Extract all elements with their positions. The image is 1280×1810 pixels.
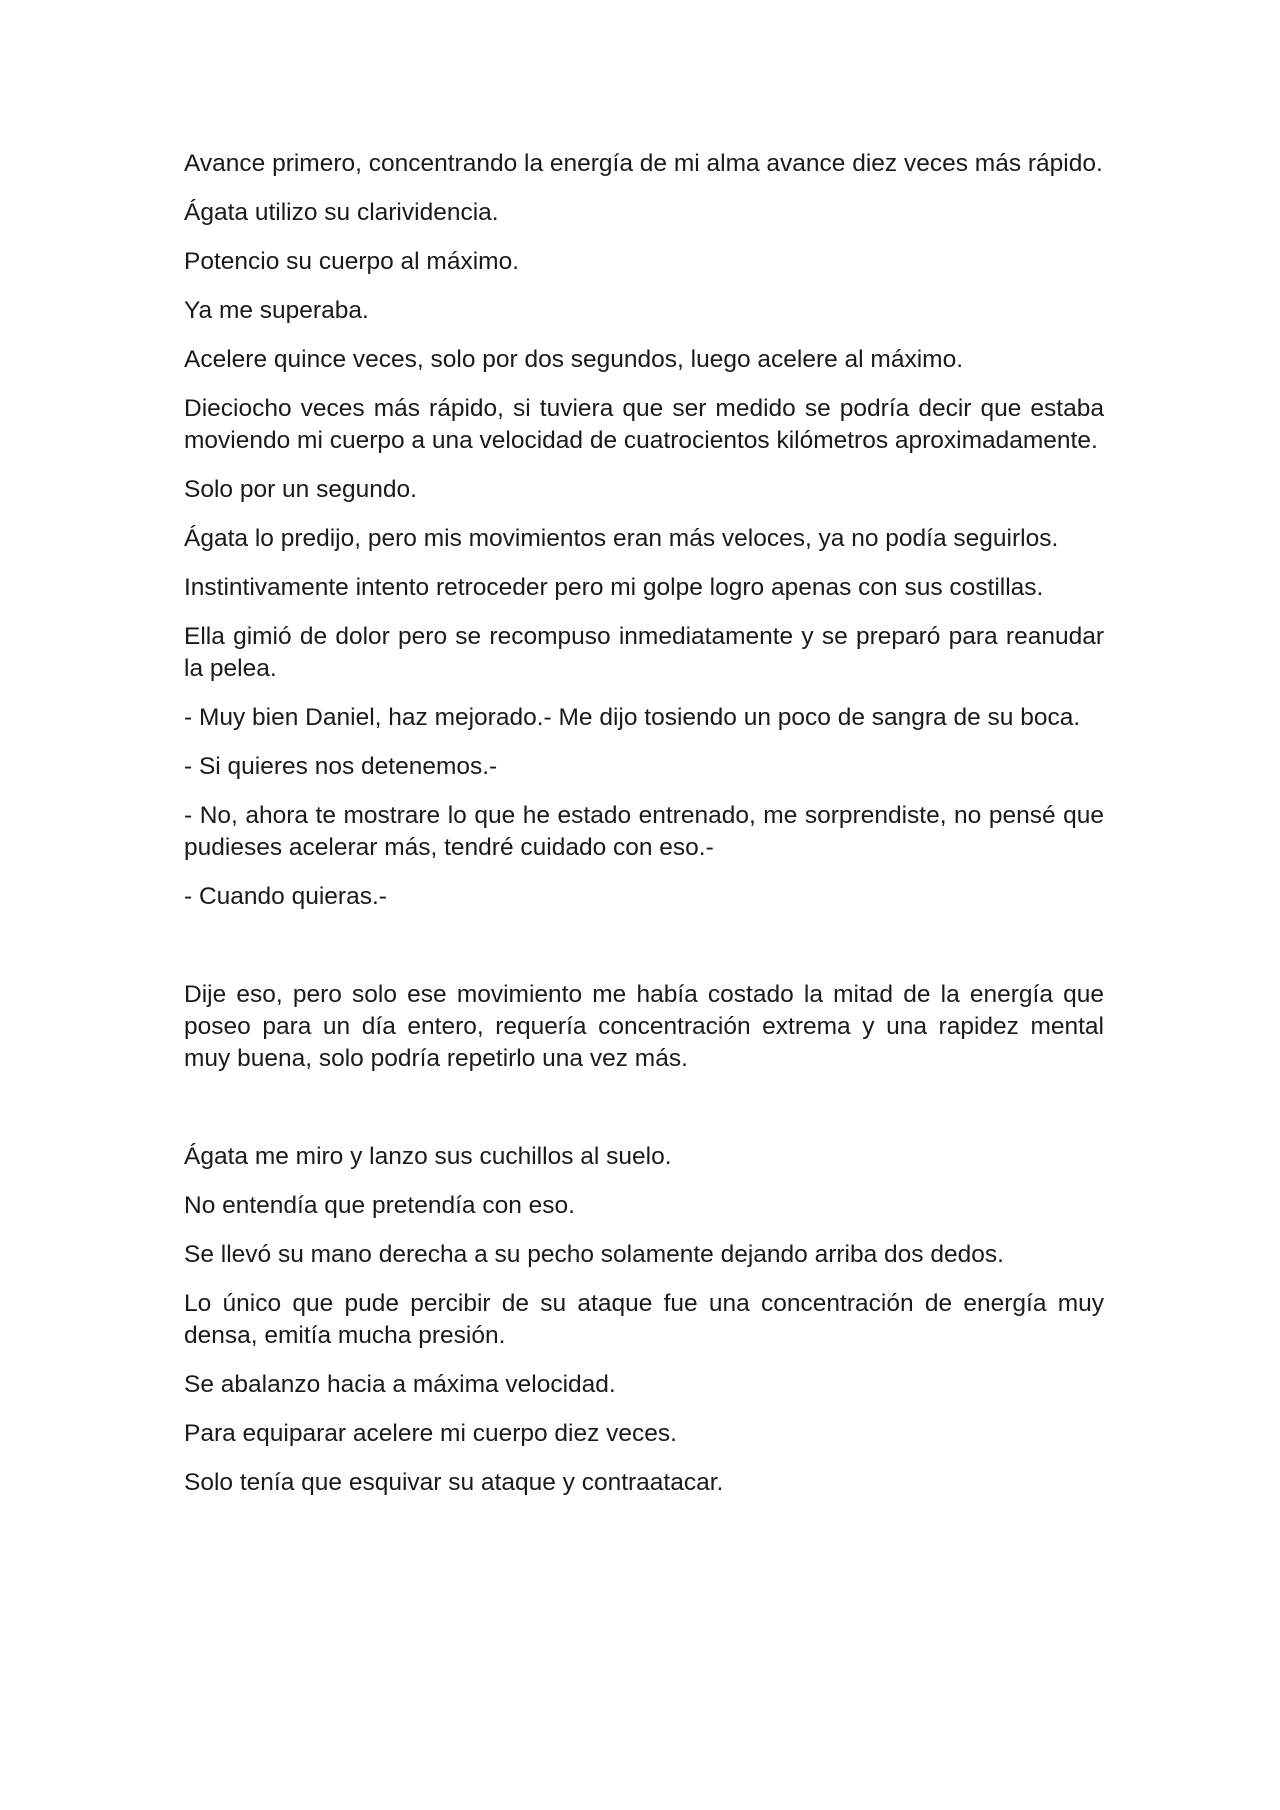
paragraph: - Si quieres nos detenemos.-	[184, 753, 498, 780]
paragraph: Ágata lo predijo, pero mis movimientos eran más veloces, ya no podía seguirlos.	[184, 525, 1059, 552]
paragraph: Acelere quince veces, solo por dos segundos, luego acelere al máximo.	[184, 346, 963, 373]
paragraph: Potencio su cuerpo al máximo.	[184, 248, 519, 275]
paragraph: Avance primero, concentrando la energía de mi alma avance diez veces más rápido.	[184, 150, 1103, 177]
paragraph: Ella gimió de dolor pero se recompuso inmediatamente y se preparó para reanudar la pelea.	[184, 623, 1104, 682]
document-body	[184, 148, 1104, 1516]
paragraph: Ágata utilizo su clarividencia.	[184, 199, 499, 226]
paragraph: Lo único que pude percibir de su ataque fue una concentración de energía muy densa, emitía mucha presión.	[184, 1290, 1104, 1349]
paragraph: Para equiparar acelere mi cuerpo diez veces.	[184, 1420, 677, 1447]
paragraph: Se llevó su mano derecha a su pecho solamente dejando arriba dos dedos.	[184, 1241, 1004, 1268]
paragraph-gap	[184, 1092, 1104, 1141]
paragraph: No entendía que pretendía con eso.	[184, 1192, 575, 1219]
paragraph: - No, ahora te mostrare lo que he estado entrenado, me sorprendiste, no pensé que pudieses acelerar más, tendré cuidado con eso.-	[184, 802, 1104, 861]
paragraph: - Muy bien Daniel, haz mejorado.- Me dijo tosiendo un poco de sangra de su boca.	[184, 704, 1081, 731]
paragraph: Solo tenía que esquivar su ataque y contraatacar.	[184, 1469, 724, 1496]
paragraph-gap	[184, 930, 1104, 979]
paragraph: Ya me superaba.	[184, 297, 369, 324]
paragraph: Dieciocho veces más rápido, si tuviera que ser medido se podría decir que estaba moviendo mi cuerpo a una velocidad de cuatrocientos kilómetros aproximadamente.	[184, 395, 1104, 454]
paragraph: Ágata me miro y lanzo sus cuchillos al suelo.	[184, 1143, 672, 1170]
paragraph: - Cuando quieras.-	[184, 883, 387, 910]
paragraph: Dije eso, pero solo ese movimiento me había costado la mitad de la energía que poseo para un día entero, requería concentración extrema y una rapidez mental muy buena, solo podría repetirlo una vez más.	[184, 981, 1104, 1072]
paragraph: Instintivamente intento retroceder pero mi golpe logro apenas con sus costillas.	[184, 574, 1044, 601]
paragraph: Se abalanzo hacia a máxima velocidad.	[184, 1371, 616, 1398]
paragraph: Solo por un segundo.	[184, 476, 417, 503]
